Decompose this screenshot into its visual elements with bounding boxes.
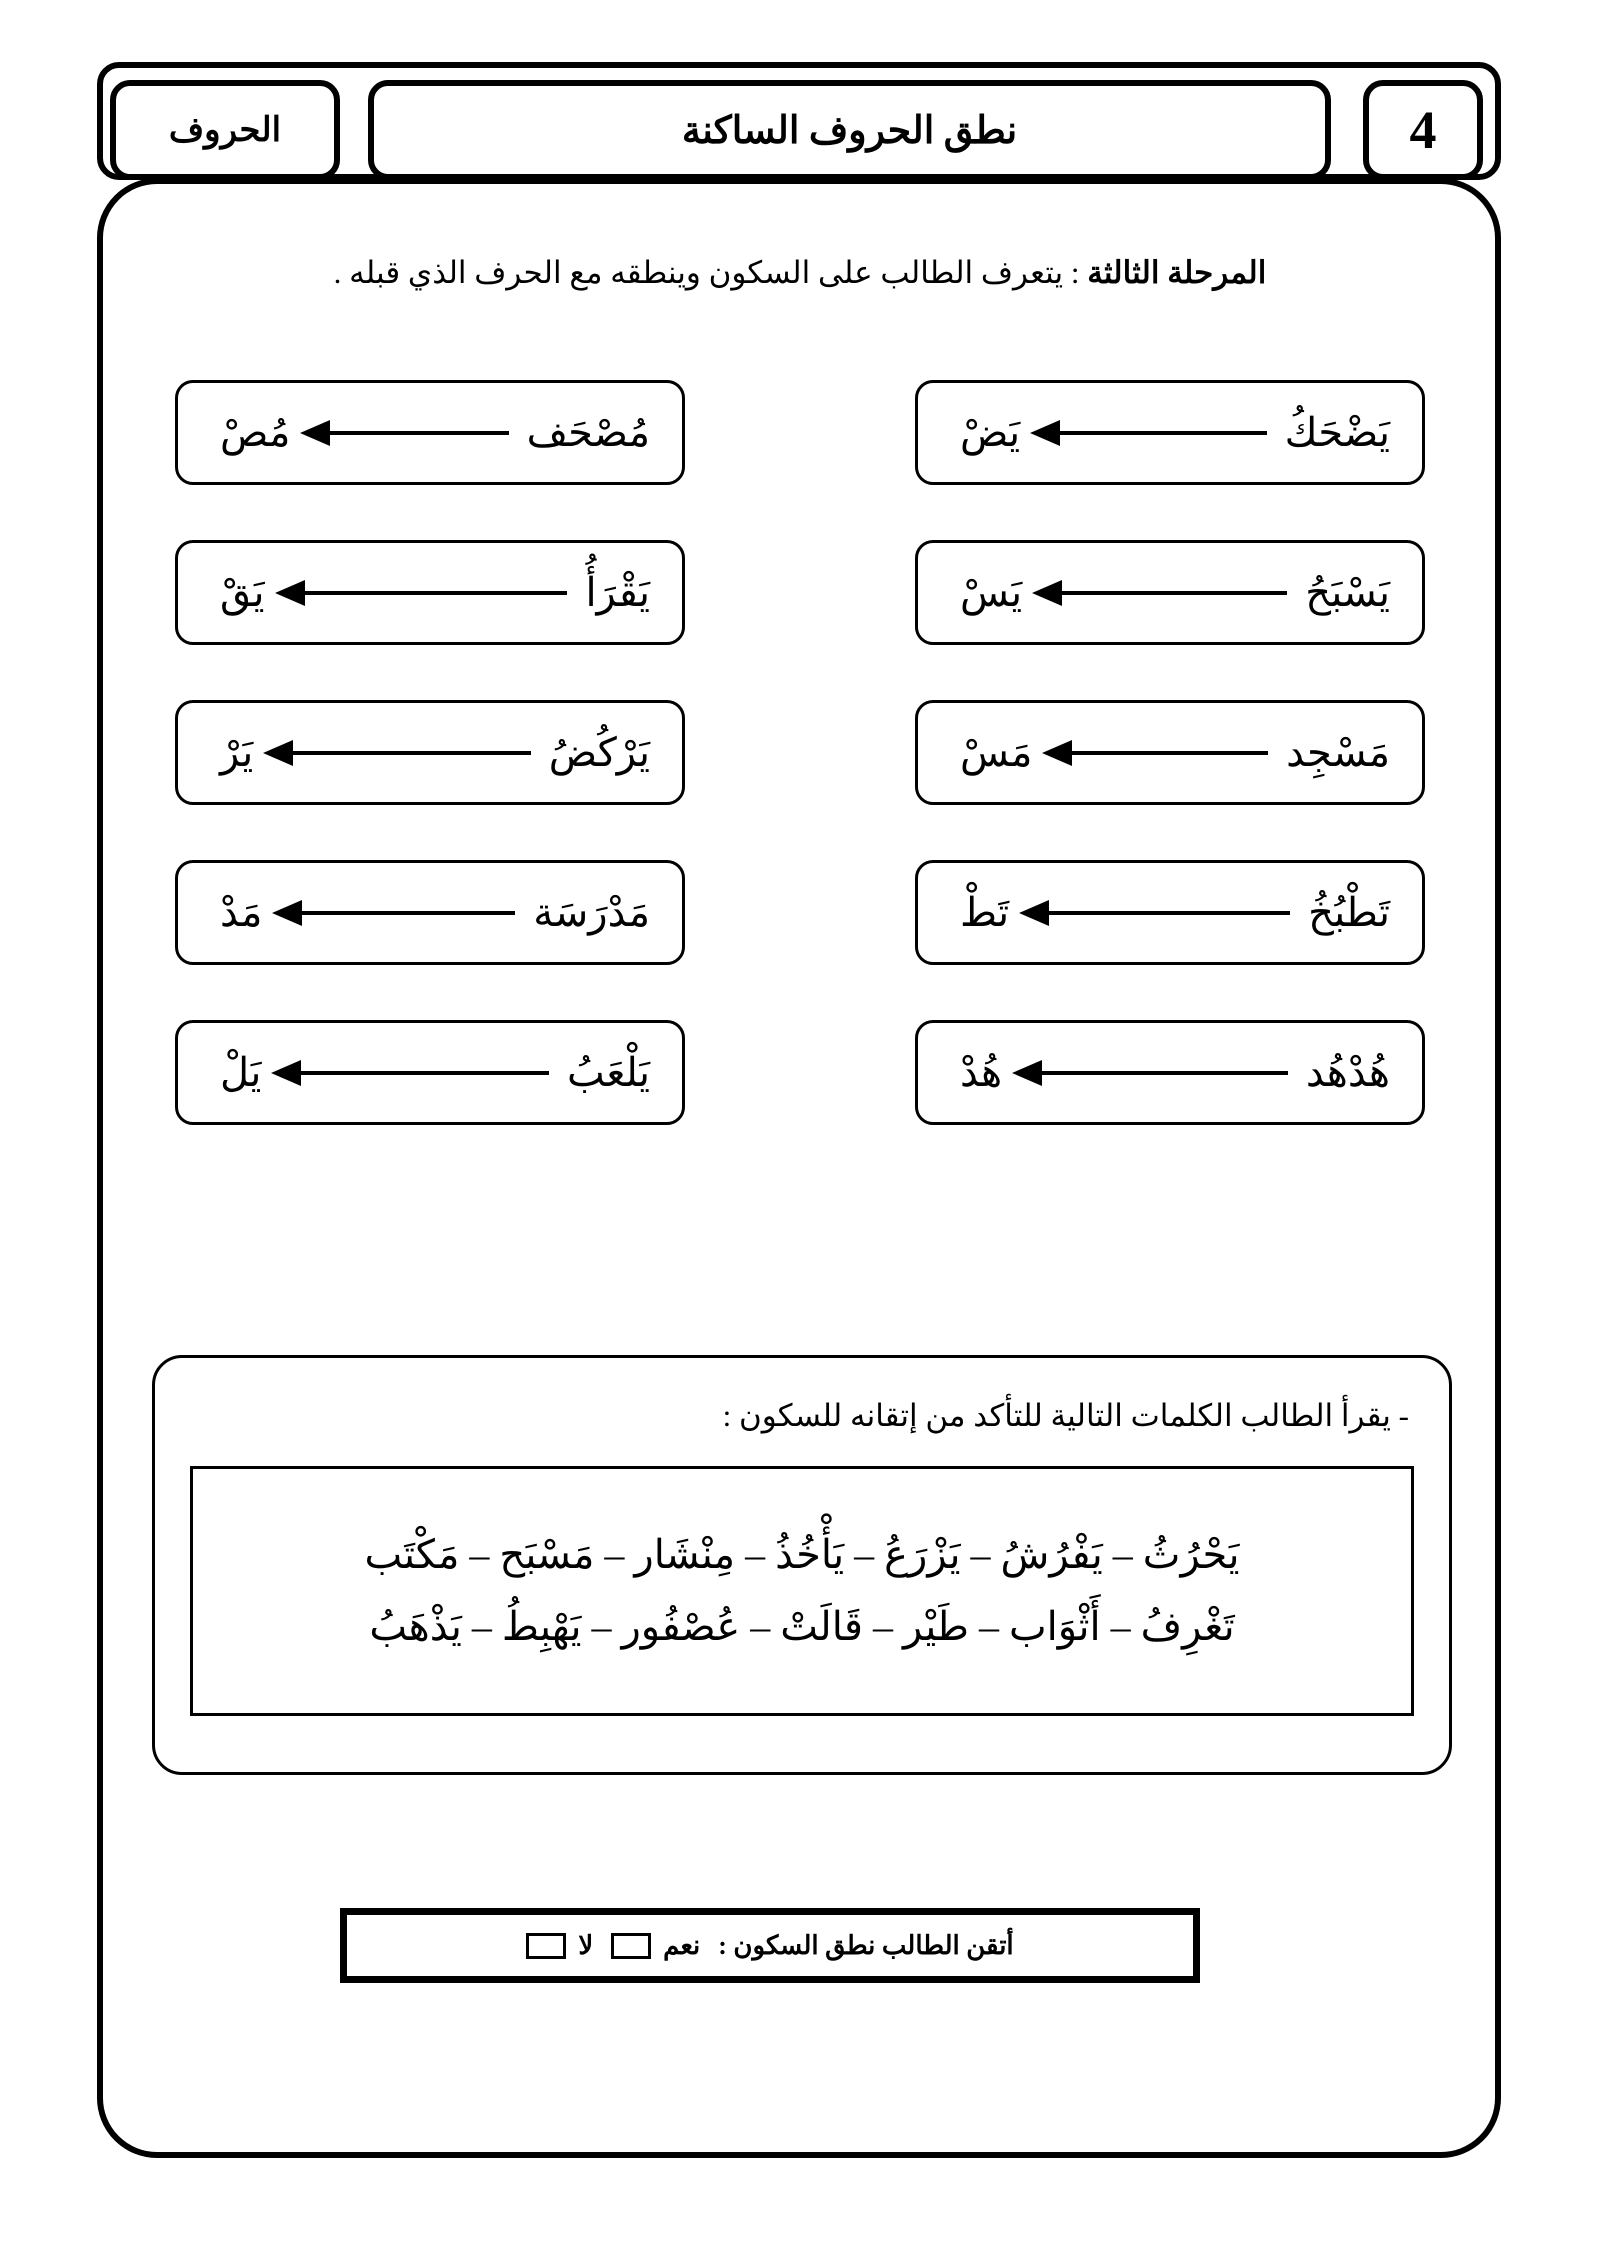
word-full: تَطْبُخُ (1308, 889, 1390, 935)
word-full: يَضْحَكُ (1284, 409, 1390, 455)
arrow-left-icon (1032, 583, 1295, 603)
word-full: هُدْهُد (1305, 1049, 1390, 1095)
word-exercise-grid (175, 380, 1425, 1125)
arrow-left-icon (1030, 423, 1275, 443)
stage-instruction (120, 252, 1480, 294)
arrow-left-icon (275, 583, 576, 603)
arrow-left-icon (263, 743, 539, 763)
word-part: يَقْ (220, 569, 265, 615)
practice-panel (152, 1355, 1452, 1775)
word-row (175, 700, 1425, 805)
word-row (175, 1020, 1425, 1125)
arrow-left-icon (1042, 743, 1276, 763)
tab-letters-label: الحروف (168, 112, 282, 149)
practice-word-line: تَغْرِفُ – أَثْوَاب – طَيْر – قَالَتْ – عُصْفُور – يَهْبِطُ – يَذْهَبُ (369, 1604, 1235, 1649)
checkbox-yes[interactable] (611, 1933, 651, 1959)
stage-instruction-text: : يتعرف الطالب على السكون وينطقه مع الحرف الذي قبله . (333, 255, 1088, 290)
word-row (175, 860, 1425, 965)
word-part: يَلْ (220, 1049, 262, 1095)
assessment-option-yes[interactable] (611, 1930, 701, 1960)
word-part: يَرْ (220, 729, 254, 775)
assessment-bar (340, 1908, 1200, 1983)
word-part: هُدْ (960, 1049, 1003, 1095)
page-title: نطق الحروف الساكنة (681, 110, 1018, 152)
page-number: 4 (1409, 100, 1437, 160)
assessment-no-label: لا (578, 1930, 594, 1960)
word-full: مَدْرَسَة (533, 889, 650, 935)
assessment-option-no[interactable] (526, 1930, 594, 1960)
word-full: يَقْرَأُ (585, 569, 650, 615)
arrow-left-icon (1019, 903, 1298, 923)
arrow-left-icon (1012, 1063, 1296, 1083)
word-part: مَسْ (960, 729, 1033, 775)
word-part: مُصْ (220, 409, 291, 455)
word-row (175, 540, 1425, 645)
word-full: مُصْحَف (526, 409, 650, 455)
word-part: يَسْ (960, 569, 1023, 615)
arrow-left-icon (272, 903, 523, 923)
word-box[interactable] (915, 540, 1425, 645)
word-full: يَرْكُضُ (548, 729, 650, 775)
word-box[interactable] (175, 540, 685, 645)
page-number-box (1363, 80, 1483, 180)
word-full: يَسْبَحُ (1305, 569, 1390, 615)
word-box[interactable] (175, 380, 685, 485)
assessment-label: أتقن الطالب نطق السكون : (718, 1930, 1014, 1960)
word-box[interactable] (915, 860, 1425, 965)
word-full: يَلْعَبُ (567, 1049, 650, 1095)
checkbox-no[interactable] (526, 1933, 566, 1959)
word-box[interactable] (175, 860, 685, 965)
practice-prompt: - يقرأ الطالب الكلمات التالية للتأكد من إتقانه للسكون : (722, 1398, 1409, 1433)
practice-word-line: يَحْرُثُ – يَفْرُشُ – يَزْرَعُ – يَأْخُذُ – مِنْشَار – مَسْبَح – مَكْتَب (364, 1532, 1240, 1577)
word-box[interactable] (915, 700, 1425, 805)
arrow-left-icon (300, 423, 516, 443)
word-part: مَدْ (220, 889, 263, 935)
word-row (175, 380, 1425, 485)
page-title-panel (368, 80, 1331, 180)
word-part: يَضْ (960, 409, 1021, 455)
stage-instruction-lead: المرحلة الثالثة (1087, 255, 1267, 290)
word-box[interactable] (915, 1020, 1425, 1125)
practice-word-list (190, 1466, 1414, 1716)
tab-letters[interactable] (110, 80, 340, 180)
word-part: تَطْ (960, 889, 1010, 935)
word-box[interactable] (175, 700, 685, 805)
word-box[interactable] (175, 1020, 685, 1125)
arrow-left-icon (271, 1063, 557, 1083)
assessment-yes-label: نعم (663, 1930, 701, 1960)
word-box[interactable] (915, 380, 1425, 485)
word-full: مَسْجِد (1286, 729, 1390, 775)
